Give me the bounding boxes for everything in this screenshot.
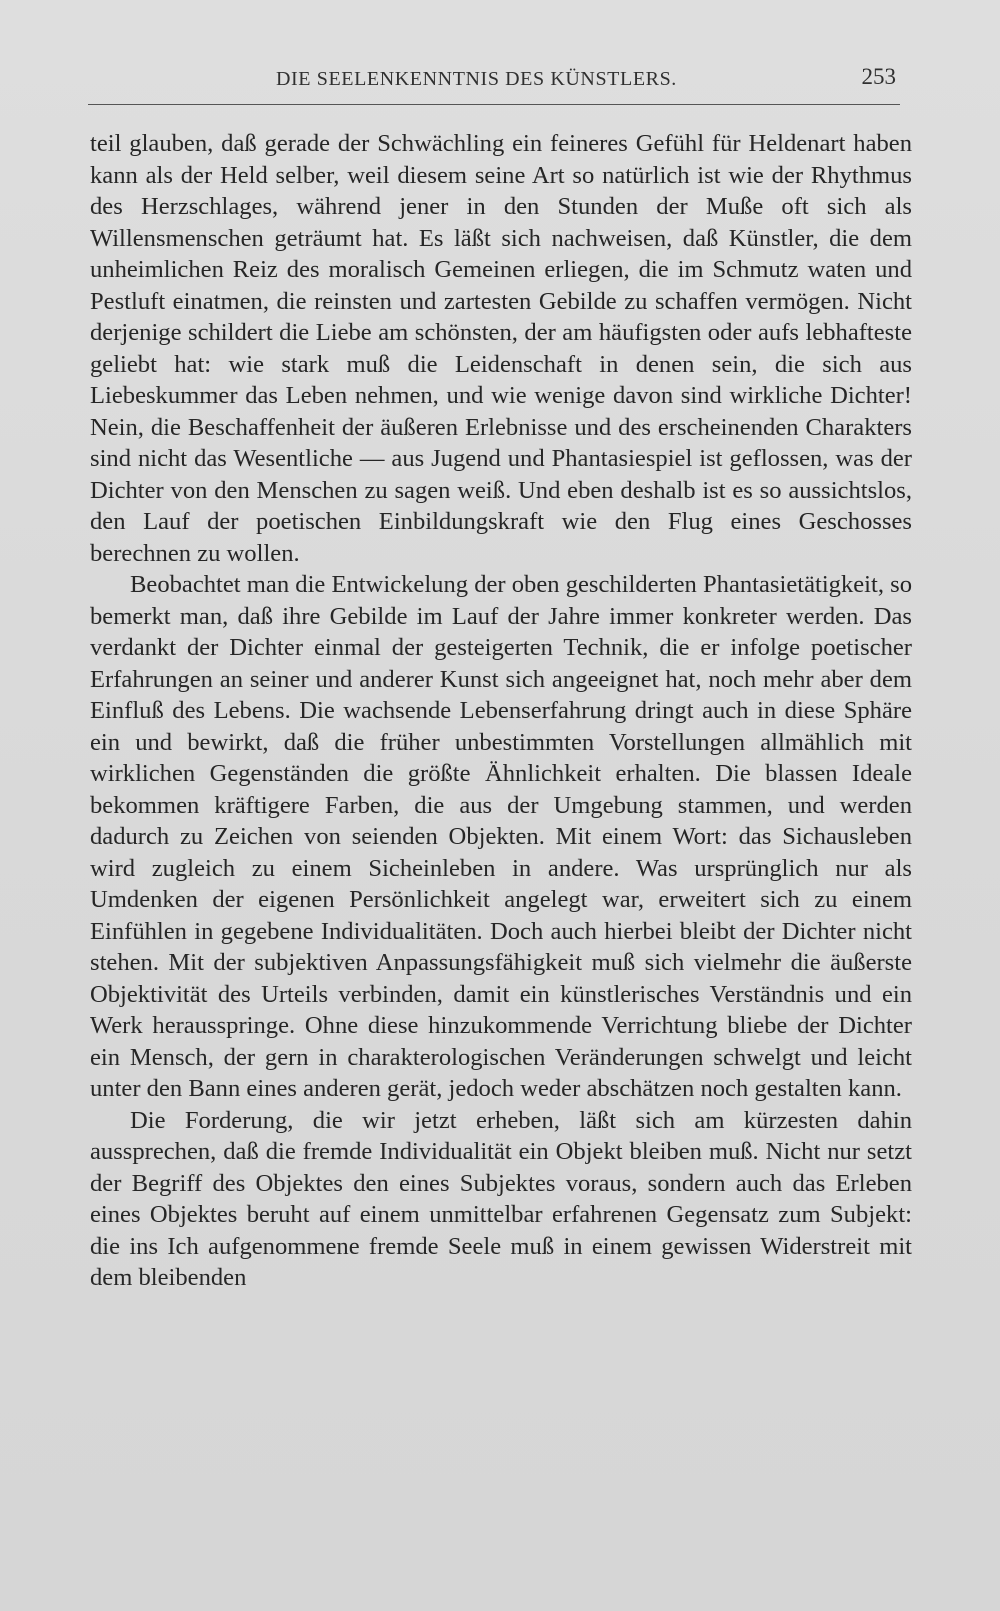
page-number: 253 bbox=[861, 64, 896, 89]
paragraph: Beobachtet man die Entwickelung der oben geschilderten Phantasietätigkeit, so bemerkt man, daß ihre Gebilde im Lauf der Jahre immer konkreter werden. Das verdankt der Dichter einmal der gesteigerten Technik, die er infolge poetischer Erfahrungen an seiner und anderer Kunst sich angeeignet hat, noch mehr aber dem Einfluß des Lebens. Die wachsende Lebenserfahrung dringt auch in diese Sphäre ein und bewirkt, daß die früher unbestimmten Vorstellungen allmählich mit wirklichen Gegenständen die größte Ähnlichkeit erhalten. Die blassen Ideale bekommen kräftigere Farben, die aus der Umgebung stammen, und werden dadurch zu Zeichen von seienden Objekten. Mit einem Wort: das Sichausleben wird zugleich zu einem Sicheinleben in andere. Was ursprünglich nur als Umdenken der eigenen Persönlichkeit angelegt war, erweitert sich zu einem Einfühlen in gegebene Individualitäten. Doch auch hierbei bleibt der Dichter nicht stehen. Mit der subjektiven Anpassungsfähigkeit muß sich vielmehr die äußerste Objektivität des Urteils verbinden, damit ein künstlerisches Verständnis und ein Werk herausspringe. Ohne diese hinzukommende Verrichtung bliebe der Dichter ein Mensch, der gern in charakterologischen Veränderungen schwelgt und leicht unter den Bann eines anderen gerät, jedoch weder abschätzen noch gestalten kann. bbox=[90, 571, 912, 1102]
running-header bbox=[88, 62, 900, 105]
body-text bbox=[90, 128, 912, 1294]
paragraph-continued: teil glauben, daß gerade der Schwächling ein feineres Gefühl für Heldenart haben kann als der Held selber, weil diesem seine Art so natürlich ist wie der Rhythmus des Herzschlages, während jener in den Stunden der Muße oft sich als Willensmenschen geträumt hat. Es läßt sich nachweisen, daß Künstler, die dem unheimlichen Reiz des moralisch Gemeinen erliegen, die im Schmutz waten und Pestluft einatmen, die reinsten und zartesten Gebilde zu schaffen vermögen. Nicht derjenige schildert die Liebe am schönsten, der am häufigsten oder aufs lebhafteste geliebt hat: wie stark muß die Leidenschaft in denen sein, die sich aus Liebeskummer das Leben nehmen, und wie wenige davon sind wirkliche Dichter! Nein, die Beschaffenheit der äußeren Erlebnisse und des erscheinenden Charakters sind nicht das Wesentliche — aus Jugend und Phantasiespiel ist geflossen, was der Dichter von den Menschen zu sagen weiß. Und eben deshalb ist es so aussichtslos, den Lauf der poetischen Einbildungskraft wie den Flug eines Geschosses berechnen zu wollen. bbox=[90, 130, 912, 567]
paragraph: Die Forderung, die wir jetzt erheben, läßt sich am kürzesten dahin aussprechen, daß die fremde Individualität ein Objekt bleiben muß. Nicht nur setzt der Begriff des Objektes den eines Subjektes voraus, sondern auch das Erleben eines Objektes beruht auf einem unmittelbar erfahrenen Gegensatz zum Subjekt: die ins Ich aufgenommene fremde Seele muß in einem gewissen Widerstreit mit dem bleibenden bbox=[90, 1106, 912, 1291]
running-title: DIE SEELENKENNTNIS DES KÜNSTLERS. bbox=[276, 68, 677, 90]
